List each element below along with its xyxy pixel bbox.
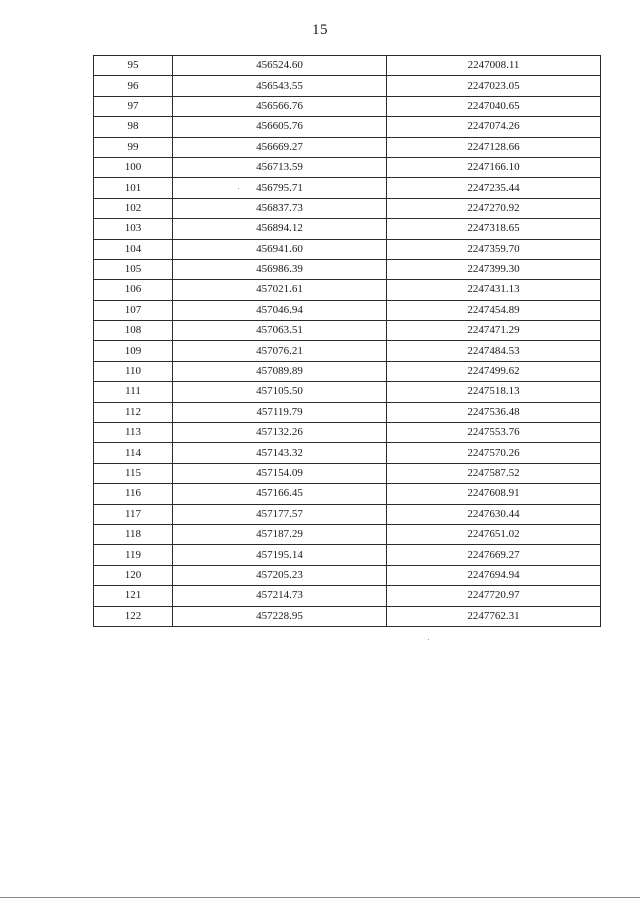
table-row (94, 96, 601, 116)
point-number-cell: 110 (94, 361, 173, 381)
x-coordinate-cell: 457021.61 (173, 280, 387, 300)
x-coordinate-cell: 457177.57 (173, 504, 387, 524)
coordinates-table (93, 55, 601, 627)
y-coordinate-cell: 2247630.44 (387, 504, 601, 524)
point-number-cell: 122 (94, 606, 173, 626)
point-number-cell: 95 (94, 56, 173, 76)
point-number-cell: 107 (94, 300, 173, 320)
x-coordinate-cell: 457063.51 (173, 321, 387, 341)
table-row (94, 545, 601, 565)
x-coordinate-cell: 457132.26 (173, 423, 387, 443)
x-coordinate-cell: 457228.95 (173, 606, 387, 626)
x-coordinate-cell: 457089.89 (173, 361, 387, 381)
x-coordinate-cell: 456795.71 (173, 178, 387, 198)
y-coordinate-cell: 2247570.26 (387, 443, 601, 463)
point-number-cell: 106 (94, 280, 173, 300)
table-row (94, 56, 601, 76)
x-coordinate-cell: 456986.39 (173, 259, 387, 279)
table-row (94, 300, 601, 320)
table-row (94, 219, 601, 239)
table-row (94, 565, 601, 585)
y-coordinate-cell: 2247235.44 (387, 178, 601, 198)
x-coordinate-cell: 457105.50 (173, 382, 387, 402)
x-coordinate-cell: 457195.14 (173, 545, 387, 565)
point-number-cell: 102 (94, 198, 173, 218)
y-coordinate-cell: 2247270.92 (387, 198, 601, 218)
point-number-cell: 108 (94, 321, 173, 341)
point-number-cell: 118 (94, 524, 173, 544)
coordinates-table-body (94, 56, 601, 627)
x-coordinate-cell: 457166.45 (173, 484, 387, 504)
y-coordinate-cell: 2247454.89 (387, 300, 601, 320)
point-number-cell: 120 (94, 565, 173, 585)
y-coordinate-cell: 2247318.65 (387, 219, 601, 239)
point-number-cell: 116 (94, 484, 173, 504)
table-row (94, 361, 601, 381)
x-coordinate-cell: 457046.94 (173, 300, 387, 320)
table-row (94, 341, 601, 361)
y-coordinate-cell: 2247669.27 (387, 545, 601, 565)
page-number: 15 (312, 22, 328, 38)
table-row (94, 198, 601, 218)
point-number-cell: 100 (94, 157, 173, 177)
y-coordinate-cell: 2247484.53 (387, 341, 601, 361)
table-row (94, 402, 601, 422)
scan-edge-line (0, 897, 640, 898)
point-number-cell: 104 (94, 239, 173, 259)
y-coordinate-cell: 2247762.31 (387, 606, 601, 626)
y-coordinate-cell: 2247074.26 (387, 117, 601, 137)
point-number-cell: 99 (94, 137, 173, 157)
x-coordinate-cell: 456894.12 (173, 219, 387, 239)
point-number-cell: 115 (94, 463, 173, 483)
y-coordinate-cell: 2247536.48 (387, 402, 601, 422)
y-coordinate-cell: 2247399.30 (387, 259, 601, 279)
y-coordinate-cell: 2247166.10 (387, 157, 601, 177)
table-row (94, 321, 601, 341)
table-row (94, 178, 601, 198)
x-coordinate-cell: 456669.27 (173, 137, 387, 157)
y-coordinate-cell: 2247359.70 (387, 239, 601, 259)
table-row (94, 382, 601, 402)
x-coordinate-cell: 457154.09 (173, 463, 387, 483)
y-coordinate-cell: 2247499.62 (387, 361, 601, 381)
x-coordinate-cell: 456837.73 (173, 198, 387, 218)
table-row (94, 463, 601, 483)
y-coordinate-cell: 2247720.97 (387, 586, 601, 606)
x-coordinate-cell: 456543.55 (173, 76, 387, 96)
table-row (94, 157, 601, 177)
x-coordinate-cell: 456713.59 (173, 157, 387, 177)
x-coordinate-cell: 456605.76 (173, 117, 387, 137)
y-coordinate-cell: 2247694.94 (387, 565, 601, 585)
x-coordinate-cell: 456941.60 (173, 239, 387, 259)
x-coordinate-cell: 456524.60 (173, 56, 387, 76)
table-row (94, 586, 601, 606)
point-number-cell: 109 (94, 341, 173, 361)
y-coordinate-cell: 2247553.76 (387, 423, 601, 443)
point-number-cell: 112 (94, 402, 173, 422)
y-coordinate-cell: 2247651.02 (387, 524, 601, 544)
point-number-cell: 113 (94, 423, 173, 443)
x-coordinate-cell: 457143.32 (173, 443, 387, 463)
y-coordinate-cell: 2247431.13 (387, 280, 601, 300)
y-coordinate-cell: 2247587.52 (387, 463, 601, 483)
x-coordinate-cell: 457076.21 (173, 341, 387, 361)
point-number-cell: 111 (94, 382, 173, 402)
y-coordinate-cell: 2247040.65 (387, 96, 601, 116)
point-number-cell: 114 (94, 443, 173, 463)
table-row (94, 606, 601, 626)
table-row (94, 280, 601, 300)
x-coordinate-cell: 457214.73 (173, 586, 387, 606)
table-row (94, 76, 601, 96)
scan-speck (428, 639, 429, 640)
x-coordinate-cell: 457205.23 (173, 565, 387, 585)
table-row (94, 117, 601, 137)
x-coordinate-cell: 456566.76 (173, 96, 387, 116)
table-row (94, 484, 601, 504)
point-number-cell: 105 (94, 259, 173, 279)
y-coordinate-cell: 2247023.05 (387, 76, 601, 96)
table-row (94, 443, 601, 463)
y-coordinate-cell: 2247518.13 (387, 382, 601, 402)
y-coordinate-cell: 2247128.66 (387, 137, 601, 157)
scan-speck (238, 188, 239, 189)
y-coordinate-cell: 2247608.91 (387, 484, 601, 504)
point-number-cell: 97 (94, 96, 173, 116)
table-row (94, 259, 601, 279)
point-number-cell: 121 (94, 586, 173, 606)
table-row (94, 524, 601, 544)
table-row (94, 504, 601, 524)
point-number-cell: 98 (94, 117, 173, 137)
point-number-cell: 103 (94, 219, 173, 239)
y-coordinate-cell: 2247008.11 (387, 56, 601, 76)
point-number-cell: 117 (94, 504, 173, 524)
x-coordinate-cell: 457119.79 (173, 402, 387, 422)
point-number-cell: 101 (94, 178, 173, 198)
x-coordinate-cell: 457187.29 (173, 524, 387, 544)
table-row (94, 423, 601, 443)
table-row (94, 137, 601, 157)
table-row (94, 239, 601, 259)
point-number-cell: 119 (94, 545, 173, 565)
point-number-cell: 96 (94, 76, 173, 96)
y-coordinate-cell: 2247471.29 (387, 321, 601, 341)
